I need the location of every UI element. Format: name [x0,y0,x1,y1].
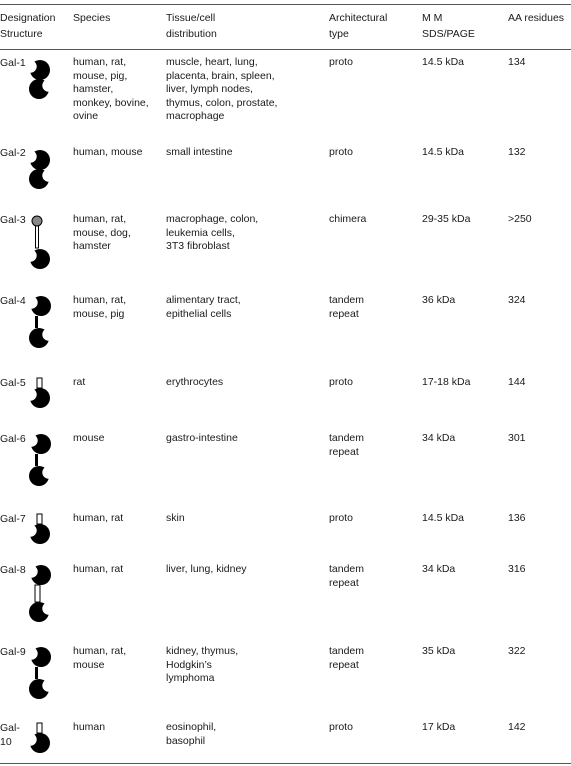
architectural-type-line: tandem [329,432,365,444]
architectural-type-line: repeat [329,576,359,589]
species-line: human [73,721,106,733]
tissue-distribution-cell [166,432,324,446]
galectin-proto-monomer-icon [28,512,64,548]
architectural-type-cell [329,563,409,590]
species-line: human, mouse [73,146,143,158]
tissue-line: Hodgkin’s [166,658,212,671]
species-cell [73,56,165,124]
tissue-line: liver, lymph nodes, [166,83,253,96]
molecular-mass-cell: 17-18 kDa [422,376,471,388]
aa-residues-cell: 322 [508,645,526,657]
tissue-distribution-cell [166,146,324,160]
species-line: human, rat, [73,213,127,225]
galectin-tandem-repeat-icon [28,294,64,352]
designation-cell: Gal-2 [0,147,26,159]
galectin-proto-monomer-icon [28,376,64,412]
galectin-proto-dimer-icon [28,56,64,104]
designation-cell: Gal-5 [0,377,26,389]
header-architectural-type [329,10,387,42]
aa-residues-cell: 316 [508,563,526,575]
architectural-type-line: tandem [329,563,365,575]
header-arch-line2: type [329,28,349,40]
species-line: hamster [73,240,111,253]
architectural-type-cell [329,294,409,321]
species-cell [73,146,165,160]
tissue-line: lymphoma [166,672,215,685]
species-cell [73,213,165,254]
architectural-type-line: tandem [329,294,365,306]
header-designation: Designation [0,12,56,24]
molecular-mass-cell: 29-35 kDa [422,213,471,225]
aa-residues-cell: 144 [508,376,526,388]
architectural-type-cell [329,146,409,160]
species-cell [73,294,165,321]
species-line: hamster, [73,83,114,96]
galectin-chimera-icon [28,213,64,271]
tissue-line: liver, lung, kidney [166,563,247,575]
architectural-type-line: repeat [329,658,359,671]
header-mm-line2: SDS/PAGE [422,28,475,40]
tissue-distribution-cell [166,563,324,577]
tissue-line: skin [166,512,185,524]
species-line: mouse, pig [73,307,125,320]
tissue-distribution-cell [166,512,324,526]
tissue-distribution-cell [166,376,324,390]
tissue-line: epithelial cells [166,307,232,320]
species-cell [73,376,165,390]
aa-residues-cell: 324 [508,294,526,306]
architectural-type-line: chimera [329,213,367,225]
table-header-rule [0,49,571,50]
molecular-mass-cell: 14.5 kDa [422,512,465,524]
header-tissue-line1: Tissue/cell [166,12,216,24]
aa-residues-cell: 132 [508,146,526,158]
species-line: mouse [73,432,105,444]
molecular-mass-cell: 14.5 kDa [422,146,465,158]
tissue-line: 3T3 fibroblast [166,240,230,253]
species-line: human, rat [73,563,124,575]
designation-cell: Gal-8 [0,564,26,576]
tissue-line: kidney, thymus, [166,645,239,657]
tissue-line: alimentary tract, [166,294,241,306]
species-line: human, rat, [73,56,127,68]
tissue-line: small intestine [166,146,233,158]
header-designation-structure [0,10,55,42]
molecular-mass-cell: 14.5 kDa [422,56,465,68]
molecular-mass-cell: 34 kDa [422,563,456,575]
designation-cell: Gal-1 [0,57,26,69]
architectural-type-cell [329,376,409,390]
designation-cell: Gal-7 [0,513,26,525]
aa-residues-cell: 136 [508,512,526,524]
galectin-tandem-repeat-icon [28,645,64,703]
galectin-proto-monomer-icon [28,721,64,757]
header-molecular-mass [422,10,475,42]
header-aa-label: AA residues [508,12,565,24]
architectural-type-cell [329,213,409,227]
architectural-type-cell [329,432,409,459]
designation-cell: Gal-9 [0,646,26,658]
species-line: rat [73,376,86,388]
header-tissue [166,10,217,42]
header-arch-line1: Architectural [329,12,388,24]
tissue-line: erythrocytes [166,376,224,388]
tissue-distribution-cell [166,213,324,254]
species-line: ovine [73,110,99,123]
aa-residues-cell: 142 [508,721,526,733]
header-structure: Structure [0,28,43,40]
tissue-distribution-cell [166,294,324,321]
tissue-line: basophil [166,734,206,747]
architectural-type-line: proto [329,512,353,524]
molecular-mass-cell: 34 kDa [422,432,456,444]
species-line: human, rat, [73,645,127,657]
species-cell [73,512,165,526]
aa-residues-cell: 134 [508,56,526,68]
header-aa-residues [508,10,564,26]
species-line: human, rat, [73,294,127,306]
architectural-type-cell [329,56,409,70]
aa-residues-cell: >250 [508,213,532,225]
header-mm-line1: M M [422,12,443,24]
designation-cell: Gal-6 [0,433,26,445]
tissue-line: macrophage, colon, [166,213,259,225]
tissue-line: muscle, heart, lung, [166,56,258,68]
architectural-type-line: proto [329,146,353,158]
molecular-mass-cell: 36 kDa [422,294,456,306]
tissue-line: thymus, colon, prostate, [166,96,278,109]
species-cell [73,721,165,735]
header-tissue-line2: distribution [166,28,217,40]
table-bottom-rule [0,763,571,764]
species-line: mouse [73,658,105,671]
header-species [73,10,110,26]
galectin-tandem-repeat-linker-icon [28,563,64,625]
species-line: human, rat [73,512,124,524]
architectural-type-line: tandem [329,645,365,657]
architectural-type-line: repeat [329,307,359,320]
molecular-mass-cell: 35 kDa [422,645,456,657]
tissue-distribution-cell [166,721,324,748]
species-cell [73,563,165,577]
header-species-label: Species [73,12,111,24]
galectin-tandem-repeat-icon [28,432,64,490]
species-line: monkey, bovine, [73,96,149,109]
designation-cell: Gal-10 [0,722,20,748]
architectural-type-line: repeat [329,445,359,458]
tissue-line: macrophage [166,110,225,123]
tissue-line: eosinophil, [166,721,217,733]
species-cell [73,645,165,672]
species-cell [73,432,165,446]
tissue-line: gastro-intestine [166,432,238,444]
architectural-type-cell [329,721,409,735]
architectural-type-cell [329,512,409,526]
architectural-type-line: proto [329,376,353,388]
table-top-rule [0,4,571,5]
molecular-mass-cell: 17 kDa [422,721,456,733]
architectural-type-line: proto [329,56,353,68]
tissue-distribution-cell [166,56,324,124]
tissue-line: leukemia cells, [166,226,235,239]
aa-residues-cell: 301 [508,432,526,444]
species-line: mouse, pig, [73,69,128,82]
tissue-distribution-cell [166,645,324,686]
species-line: mouse, dog, [73,226,131,239]
architectural-type-cell [329,645,409,672]
designation-cell: Gal-3 [0,214,26,226]
designation-cell: Gal-4 [0,295,26,307]
architectural-type-line: proto [329,721,353,733]
galectin-proto-dimer-icon [28,146,64,194]
tissue-line: placenta, brain, spleen, [166,69,275,82]
